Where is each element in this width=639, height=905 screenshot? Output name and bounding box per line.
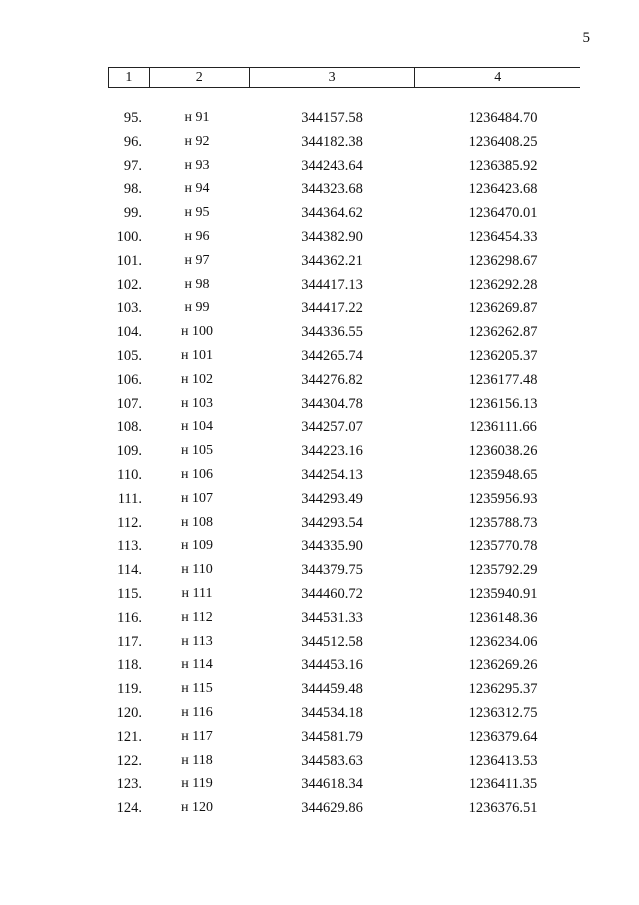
row-number: 108.: [116, 419, 142, 436]
row-number: 119.: [117, 681, 142, 698]
y-coordinate: 1236408.25: [468, 133, 538, 150]
table-row: [0, 108, 639, 132]
y-coordinate: 1236385.92: [468, 157, 538, 174]
point-label: н 103: [181, 395, 213, 411]
row-number: 101.: [116, 252, 142, 269]
y-coordinate: 1236470.01: [468, 205, 538, 222]
y-coordinate: 1236111.66: [469, 419, 537, 436]
x-coordinate: 344265.74: [301, 347, 363, 364]
point-label: н 105: [181, 443, 213, 459]
x-coordinate: 344379.75: [301, 562, 363, 579]
row-number: 103.: [116, 300, 142, 317]
point-label: н 94: [184, 181, 210, 197]
y-coordinate: 1235792.29: [468, 562, 538, 579]
x-coordinate: 344276.82: [301, 371, 363, 388]
table-row: [0, 727, 639, 751]
table-row: [0, 489, 639, 513]
point-label: н 98: [184, 276, 210, 292]
x-coordinate: 344417.13: [301, 276, 363, 293]
point-label: н 118: [181, 752, 213, 768]
x-coordinate: 344223.16: [301, 443, 363, 460]
row-number: 120.: [116, 704, 142, 721]
table-row: [0, 132, 639, 156]
row-number: 118.: [117, 657, 142, 674]
x-coordinate: 344336.55: [301, 324, 363, 341]
y-coordinate: 1236262.87: [468, 324, 538, 341]
y-coordinate: 1236423.68: [468, 181, 538, 198]
x-coordinate: 344534.18: [301, 704, 363, 721]
y-coordinate: 1235948.65: [468, 466, 538, 483]
table-row: [0, 608, 639, 632]
table-row: [0, 655, 639, 679]
point-label: н 91: [184, 110, 210, 125]
point-label: н 110: [181, 562, 213, 578]
row-number: 100.: [116, 228, 142, 245]
table-row: [0, 227, 639, 251]
x-coordinate: 344362.21: [301, 252, 363, 269]
row-number: 97.: [123, 157, 142, 174]
row-number: 107.: [116, 395, 142, 412]
table-row: [0, 322, 639, 346]
y-coordinate: 1236038.26: [468, 443, 538, 460]
header-col-1: 1: [108, 68, 149, 87]
row-number: 116.: [117, 609, 142, 626]
point-label: н 108: [181, 514, 213, 530]
table-header: [108, 67, 580, 88]
row-number: 96.: [123, 133, 142, 150]
row-number: 114.: [117, 562, 142, 579]
coordinates-table: [0, 108, 639, 822]
table-row: [0, 179, 639, 203]
x-coordinate: 344460.72: [301, 585, 363, 602]
table-row: [0, 298, 639, 322]
row-number: 95.: [123, 110, 142, 126]
y-coordinate: 1236312.75: [468, 704, 538, 721]
point-label: н 99: [184, 300, 210, 316]
row-number: 109.: [116, 443, 142, 460]
table-row: [0, 703, 639, 727]
point-label: н 95: [184, 205, 210, 221]
row-number: 110.: [117, 466, 142, 483]
row-number: 102.: [116, 276, 142, 293]
table-row: [0, 346, 639, 370]
row-number: 98.: [123, 181, 142, 198]
header-col-4: 4: [414, 68, 580, 87]
x-coordinate: 344417.22: [301, 300, 363, 317]
x-coordinate: 344323.68: [301, 181, 363, 198]
y-coordinate: 1236484.70: [468, 110, 538, 126]
x-coordinate: 344304.78: [301, 395, 363, 412]
point-label: н 114: [181, 657, 213, 673]
y-coordinate: 1236413.53: [468, 752, 538, 769]
x-coordinate: 344335.90: [301, 538, 363, 555]
x-coordinate: 344459.48: [301, 681, 363, 698]
point-label: н 111: [181, 585, 213, 601]
y-coordinate: 1236234.06: [468, 633, 538, 650]
y-coordinate: 1235770.78: [468, 538, 538, 555]
row-number: 99.: [123, 205, 142, 222]
y-coordinate: 1236411.35: [468, 776, 538, 793]
row-number: 115.: [117, 585, 142, 602]
x-coordinate: 344364.62: [301, 205, 363, 222]
point-label: н 119: [181, 776, 213, 792]
table-row: [0, 394, 639, 418]
y-coordinate: 1236269.87: [468, 300, 538, 317]
point-label: н 96: [184, 228, 210, 244]
table-row: [0, 632, 639, 656]
point-label: н 116: [181, 704, 213, 720]
table-row: [0, 513, 639, 537]
row-number: 113.: [117, 538, 142, 555]
y-coordinate: 1235940.91: [468, 585, 538, 602]
row-number: 106.: [116, 371, 142, 388]
y-coordinate: 1236295.37: [468, 681, 538, 698]
table-row: [0, 560, 639, 584]
table-row: [0, 774, 639, 798]
table-row: [0, 536, 639, 560]
table-row: [0, 584, 639, 608]
point-label: н 97: [184, 252, 210, 268]
row-number: 117.: [117, 633, 142, 650]
x-coordinate: 344293.49: [301, 490, 363, 507]
y-coordinate: 1236298.67: [468, 252, 538, 269]
x-coordinate: 344243.64: [301, 157, 363, 174]
row-number: 124.: [116, 800, 142, 817]
x-coordinate: 344254.13: [301, 466, 363, 483]
point-label: н 101: [181, 347, 213, 363]
point-label: н 120: [181, 800, 213, 816]
table-row: [0, 751, 639, 775]
point-label: н 115: [181, 681, 213, 697]
point-label: н 93: [184, 157, 210, 173]
x-coordinate: 344157.58: [301, 110, 363, 126]
x-coordinate: 344293.54: [301, 514, 363, 531]
row-number: 123.: [116, 776, 142, 793]
x-coordinate: 344257.07: [301, 419, 363, 436]
header-col-3: 3: [249, 68, 415, 87]
x-coordinate: 344182.38: [301, 133, 363, 150]
y-coordinate: 1236156.13: [468, 395, 538, 412]
row-number: 121.: [116, 728, 142, 745]
y-coordinate: 1235956.93: [468, 490, 538, 507]
table-row: [0, 275, 639, 299]
table-row: [0, 679, 639, 703]
header-col-2: 2: [149, 68, 249, 87]
row-number: 104.: [116, 324, 142, 341]
x-coordinate: 344618.34: [301, 776, 363, 793]
x-coordinate: 344629.86: [301, 800, 363, 817]
point-label: н 106: [181, 466, 213, 482]
table-row: [0, 417, 639, 441]
x-coordinate: 344512.58: [301, 633, 363, 650]
point-label: н 100: [181, 324, 213, 340]
row-number: 112.: [117, 514, 142, 531]
y-coordinate: 1235788.73: [468, 514, 538, 531]
table-row: [0, 156, 639, 180]
x-coordinate: 344382.90: [301, 228, 363, 245]
point-label: н 117: [181, 728, 213, 744]
table-row: [0, 441, 639, 465]
y-coordinate: 1236205.37: [468, 347, 538, 364]
y-coordinate: 1236292.28: [468, 276, 538, 293]
point-label: н 109: [181, 538, 213, 554]
y-coordinate: 1236177.48: [468, 371, 538, 388]
point-label: н 104: [181, 419, 213, 435]
point-label: н 113: [181, 633, 213, 649]
x-coordinate: 344531.33: [301, 609, 363, 626]
table-row: [0, 370, 639, 394]
row-number: 122.: [116, 752, 142, 769]
point-label: н 112: [181, 609, 213, 625]
y-coordinate: 1236376.51: [468, 800, 538, 817]
y-coordinate: 1236379.64: [468, 728, 538, 745]
table-row: [0, 251, 639, 275]
point-label: н 107: [181, 490, 213, 506]
page-number: 5: [582, 30, 590, 46]
x-coordinate: 344581.79: [301, 728, 363, 745]
y-coordinate: 1236454.33: [468, 228, 538, 245]
row-number: 105.: [116, 347, 142, 364]
y-coordinate: 1236148.36: [468, 609, 538, 626]
table-row: [0, 465, 639, 489]
x-coordinate: 344453.16: [301, 657, 363, 674]
table-row: [0, 203, 639, 227]
y-coordinate: 1236269.26: [468, 657, 538, 674]
table-row: [0, 798, 639, 822]
point-label: н 92: [184, 133, 210, 149]
row-number: 111.: [117, 490, 142, 507]
x-coordinate: 344583.63: [301, 752, 363, 769]
point-label: н 102: [181, 371, 213, 387]
